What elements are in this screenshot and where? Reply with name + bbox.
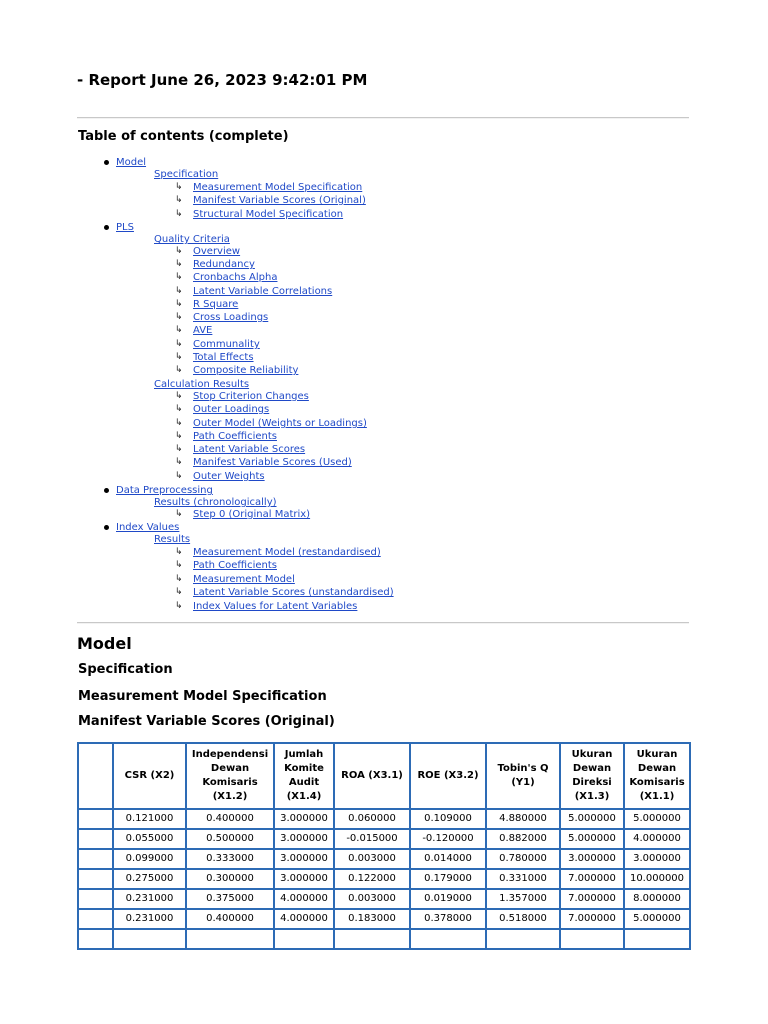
- toc-link-item[interactable]: Path Coefficients: [193, 431, 277, 442]
- table-cell: [78, 909, 113, 929]
- table-cell: 0.060000: [334, 809, 410, 829]
- toc-link-item[interactable]: R Square: [193, 299, 239, 310]
- toc-link-item[interactable]: AVE: [193, 325, 213, 336]
- table-cell: 3.000000: [274, 849, 334, 869]
- column-header: Ukuran Dewan Komisaris (X1.1): [624, 743, 690, 809]
- toc-link-pls[interactable]: PLS: [116, 222, 134, 233]
- section-heading-measurement-model-specification: Measurement Model Specification: [78, 689, 327, 704]
- report-title: - Report June 26, 2023 9:42:01 PM: [77, 71, 368, 89]
- table-cell: 0.378000: [410, 909, 486, 929]
- toc-link-quality-criteria[interactable]: Quality Criteria: [154, 234, 230, 245]
- subitem-arrow-icon: ↳: [175, 246, 183, 256]
- table-cell: [78, 809, 113, 829]
- toc-link-results-chronologically[interactable]: Results (chronologically): [154, 497, 277, 508]
- table-cell: 0.003000: [334, 849, 410, 869]
- column-header: [78, 743, 113, 809]
- table-cell: [78, 829, 113, 849]
- table-cell: 0.231000: [113, 909, 186, 929]
- table-cell: 3.000000: [274, 809, 334, 829]
- table-cell: [624, 929, 690, 949]
- toc-link-item[interactable]: Redundancy: [193, 259, 255, 270]
- toc-link-item[interactable]: Latent Variable Scores (unstandardised): [193, 587, 394, 598]
- toc-link-item[interactable]: Outer Weights: [193, 471, 265, 482]
- table-cell: 3.000000: [560, 849, 624, 869]
- divider: [77, 622, 689, 624]
- toc-link-item[interactable]: Cronbachs Alpha: [193, 272, 278, 283]
- table-cell: 4.000000: [274, 909, 334, 929]
- toc-link-item[interactable]: Structural Model Specification: [193, 209, 344, 220]
- subitem-arrow-icon: ↳: [175, 560, 183, 570]
- table-cell: 0.183000: [334, 909, 410, 929]
- subitem-arrow-icon: ↳: [175, 587, 183, 597]
- subitem-arrow-icon: ↳: [175, 259, 183, 269]
- section-heading-specification: Specification: [78, 662, 173, 677]
- toc-link-item[interactable]: Path Coefficients: [193, 560, 277, 571]
- toc-link-item[interactable]: Outer Loadings: [193, 404, 270, 415]
- table-cell: 4.000000: [274, 889, 334, 909]
- toc-link-item[interactable]: Composite Reliability: [193, 365, 299, 376]
- toc-link-item[interactable]: Measurement Model Specification: [193, 182, 363, 193]
- toc-link-item[interactable]: Total Effects: [193, 352, 254, 363]
- table-cell: 0.099000: [113, 849, 186, 869]
- column-header: Tobin's Q (Y1): [486, 743, 560, 809]
- subitem-arrow-icon: ↳: [175, 325, 183, 335]
- table-cell: 4.000000: [624, 829, 690, 849]
- toc-link-item[interactable]: Outer Model (Weights or Loadings): [193, 418, 367, 429]
- toc-link-item[interactable]: Overview: [193, 246, 241, 257]
- toc-link-data-preprocessing[interactable]: Data Preprocessing: [116, 485, 213, 496]
- column-header: Independensi Dewan Komisaris (X1.2): [186, 743, 274, 809]
- table-cell: [560, 929, 624, 949]
- subitem-arrow-icon: ↳: [175, 509, 183, 519]
- table-cell: 5.000000: [560, 809, 624, 829]
- table-cell: -0.120000: [410, 829, 486, 849]
- manifest-variable-scores-table: [77, 742, 689, 950]
- subitem-arrow-icon: ↳: [175, 195, 183, 205]
- table-cell: 0.400000: [186, 809, 274, 829]
- bullet-icon: [104, 525, 109, 530]
- subitem-arrow-icon: ↳: [175, 352, 183, 362]
- toc-link-item[interactable]: Latent Variable Scores: [193, 444, 306, 455]
- table-row: [78, 849, 690, 869]
- table-cell: 0.780000: [486, 849, 560, 869]
- table-cell: 0.331000: [486, 869, 560, 889]
- column-header: ROE (X3.2): [410, 743, 486, 809]
- subitem-arrow-icon: ↳: [175, 457, 183, 467]
- table-cell: 0.003000: [334, 889, 410, 909]
- table-cell: 0.333000: [186, 849, 274, 869]
- subitem-arrow-icon: ↳: [175, 209, 183, 219]
- table-cell: [78, 889, 113, 909]
- subitem-arrow-icon: ↳: [175, 286, 183, 296]
- toc-link-item[interactable]: Index Values for Latent Variables: [193, 601, 358, 612]
- table-cell: [186, 929, 274, 949]
- toc-link-item[interactable]: Manifest Variable Scores (Used): [193, 457, 352, 468]
- table-cell: 0.500000: [186, 829, 274, 849]
- table-cell: 7.000000: [560, 909, 624, 929]
- table-cell: 5.000000: [624, 809, 690, 829]
- table-cell: -0.015000: [334, 829, 410, 849]
- table-cell: 0.121000: [113, 809, 186, 829]
- table-cell: 0.122000: [334, 869, 410, 889]
- table-cell: 0.400000: [186, 909, 274, 929]
- subitem-arrow-icon: ↳: [175, 444, 183, 454]
- table-cell: 7.000000: [560, 869, 624, 889]
- table-cell: 3.000000: [274, 869, 334, 889]
- subitem-arrow-icon: ↳: [175, 431, 183, 441]
- toc-link-item[interactable]: Step 0 (Original Matrix): [193, 509, 311, 520]
- toc-link-item[interactable]: Stop Criterion Changes: [193, 391, 309, 402]
- bullet-icon: [104, 488, 109, 493]
- table-cell: 0.019000: [410, 889, 486, 909]
- subitem-arrow-icon: ↳: [175, 418, 183, 428]
- table-cell: 0.179000: [410, 869, 486, 889]
- toc-link-item[interactable]: Communality: [193, 339, 260, 350]
- table-header-row: [78, 743, 690, 809]
- column-header: Ukuran Dewan Direksi (X1.3): [560, 743, 624, 809]
- table-cell: [113, 929, 186, 949]
- column-header: Jumlah Komite Audit (X1.4): [274, 743, 334, 809]
- section-heading-model: Model: [77, 634, 132, 653]
- subitem-arrow-icon: ↳: [175, 601, 183, 611]
- toc-link-item[interactable]: Cross Loadings: [193, 312, 269, 323]
- table-cell: 0.518000: [486, 909, 560, 929]
- subitem-arrow-icon: ↳: [175, 299, 183, 309]
- table-cell: [78, 849, 113, 869]
- column-header: CSR (X2): [113, 743, 186, 809]
- subitem-arrow-icon: ↳: [175, 391, 183, 401]
- bullet-icon: [104, 225, 109, 230]
- table-row: [78, 869, 690, 889]
- section-heading-manifest-variable-scores: Manifest Variable Scores (Original): [78, 714, 335, 729]
- subitem-arrow-icon: ↳: [175, 312, 183, 322]
- divider: [77, 117, 689, 119]
- table-cell: 0.882000: [486, 829, 560, 849]
- table-cell: [410, 929, 486, 949]
- table-row: [78, 829, 690, 849]
- subitem-arrow-icon: ↳: [175, 365, 183, 375]
- table-cell: 0.109000: [410, 809, 486, 829]
- subitem-arrow-icon: ↳: [175, 574, 183, 584]
- subitem-arrow-icon: ↳: [175, 471, 183, 481]
- table-row: [78, 809, 690, 829]
- subitem-arrow-icon: ↳: [175, 339, 183, 349]
- table-cell: 5.000000: [624, 909, 690, 929]
- toc-link-calculation-results[interactable]: Calculation Results: [154, 379, 250, 390]
- subitem-arrow-icon: ↳: [175, 547, 183, 557]
- table-cell: [78, 929, 113, 949]
- subitem-arrow-icon: ↳: [175, 182, 183, 192]
- toc-link-item[interactable]: Measurement Model (restandardised): [193, 547, 381, 558]
- table-cell: 0.231000: [113, 889, 186, 909]
- table-cell: 1.357000: [486, 889, 560, 909]
- table-cell: 7.000000: [560, 889, 624, 909]
- toc-link-results[interactable]: Results: [154, 534, 191, 545]
- toc-link-item[interactable]: Latent Variable Correlations: [193, 286, 333, 297]
- toc-link-item[interactable]: Manifest Variable Scores (Original): [193, 195, 366, 206]
- table-row: [78, 909, 690, 929]
- table-row: [78, 889, 690, 909]
- table-cell: 0.055000: [113, 829, 186, 849]
- subitem-arrow-icon: ↳: [175, 404, 183, 414]
- table-cell: 4.880000: [486, 809, 560, 829]
- table-cell: 0.300000: [186, 869, 274, 889]
- bullet-icon: [104, 160, 109, 165]
- table-cell: 3.000000: [624, 849, 690, 869]
- table-cell: 8.000000: [624, 889, 690, 909]
- table-cell: [274, 929, 334, 949]
- table-cell: [78, 869, 113, 889]
- column-header: ROA (X3.1): [334, 743, 410, 809]
- toc-link-index-values[interactable]: Index Values: [116, 522, 180, 533]
- table-cell: 3.000000: [274, 829, 334, 849]
- subitem-arrow-icon: ↳: [175, 272, 183, 282]
- table-row: [78, 929, 690, 949]
- toc-title: Table of contents (complete): [78, 129, 289, 144]
- toc-link-model-specification[interactable]: Specification: [154, 169, 219, 180]
- toc-link-item[interactable]: Measurement Model: [193, 574, 295, 585]
- table-cell: 10.000000: [624, 869, 690, 889]
- toc-link-model[interactable]: Model: [116, 157, 147, 168]
- table-cell: [334, 929, 410, 949]
- table-cell: [486, 929, 560, 949]
- table-cell: 5.000000: [560, 829, 624, 849]
- table-cell: 0.014000: [410, 849, 486, 869]
- table-cell: 0.375000: [186, 889, 274, 909]
- table-cell: 0.275000: [113, 869, 186, 889]
